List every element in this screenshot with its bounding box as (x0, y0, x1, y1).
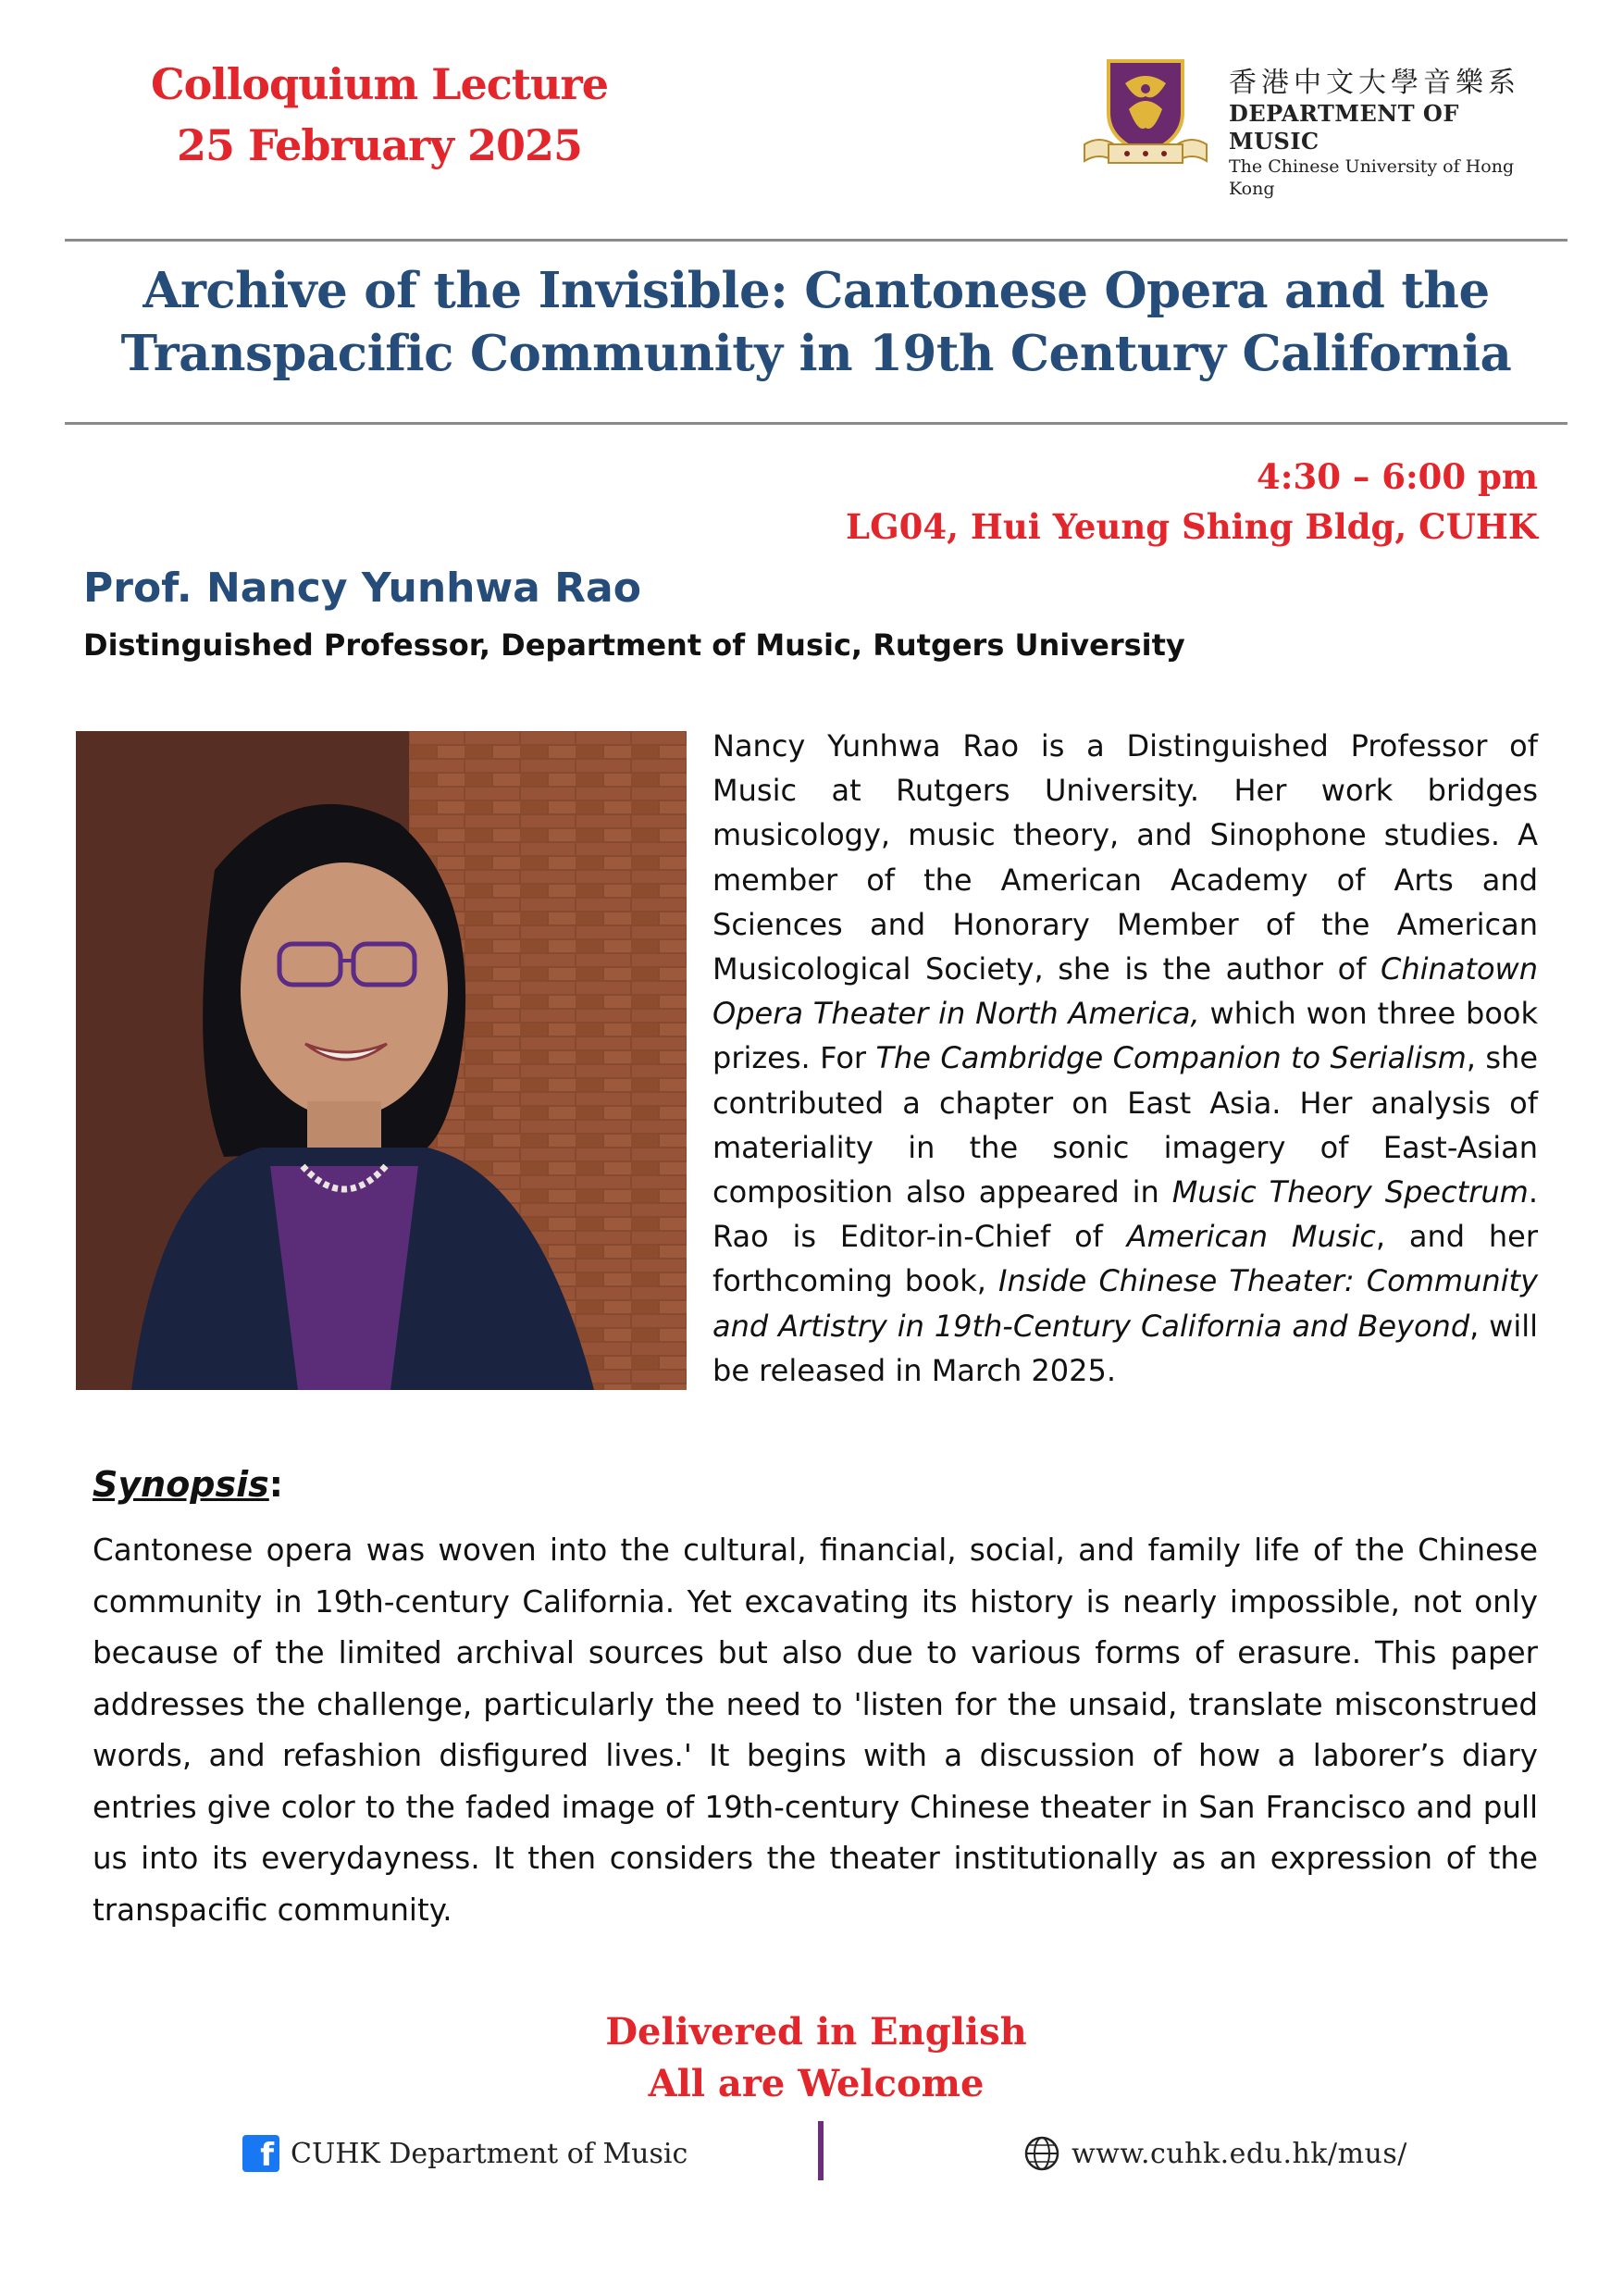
bio-text: which won three book prizes. For (712, 996, 1538, 1076)
event-type: Colloquium Lecture (151, 59, 608, 109)
bio-text: , she contributed a chapter on East Asia. Her analysis of materiality in the sonic imagery of East-Asian composition also appeared in (712, 1040, 1538, 1210)
synopsis-heading (93, 1464, 283, 1505)
globe-icon (1023, 2135, 1060, 2172)
language-note: Delivered in English (605, 2010, 1027, 2054)
welcome-note: All are Welcome (648, 2062, 985, 2105)
bio-book-title: Chinatown Opera Theater in North America, (712, 951, 1538, 1032)
synopsis-heading-text: Synopsis (93, 1464, 269, 1505)
bio-book-title: The Cambridge Companion to Serialism (875, 1040, 1467, 1076)
speaker-photo (76, 731, 687, 1390)
speaker-affiliation: Distinguished Professor, Department of Music, Rutgers University (83, 627, 1185, 663)
lecture-title (65, 259, 1567, 385)
footer-divider (818, 2121, 824, 2180)
top-divider (65, 239, 1567, 242)
synopsis-text: Cantonese opera was woven into the cultural, financial, social, and family life of the Chinese community in 19th-century California. Yet excavating its history is nearly impossible, not only because of the limited archival sources but also due to various forms of erasure. This paper addresses the challenge, particularly the need to 'listen for the unsaid, translate misconstrued words, and refashion disfigured lives.' It begins with a discussion of how a laborer’s diary entries give color to the faded image of 19th-century Chinese theater in San Francisco and pull us into its everydayness. It then considers the theater institutionally as an expression of the transpacific community. (93, 1533, 1538, 1928)
bio-book-title: Inside Chinese Theater: Community and Artistry in 19th-Century California and Beyond (712, 1263, 1538, 1344)
website-link[interactable] (1023, 2133, 1407, 2174)
event-date: 25 February 2025 (176, 120, 583, 170)
speaker-bio (712, 724, 1538, 1393)
lecture-title-line-2: Transpacific Community in 19th Century California (120, 325, 1512, 382)
event-header (120, 54, 638, 176)
bio-text: , will be released in March 2025. (712, 1308, 1538, 1388)
website-url: www.cuhk.edu.hk/mus/ (1072, 2137, 1407, 2170)
closing-notes (527, 2006, 1105, 2110)
bio-text: Nancy Yunhwa Rao is a Distinguished Professor of Music at Rutgers University. Her work bridges musicology, music theory, and Sinophone studies. A member of the American Academy of Arts and Sciences and Honorary Member of the American Musicological Society, she is the author of (712, 728, 1538, 987)
bio-journal-title: American Music (1126, 1219, 1376, 1255)
event-details (846, 452, 1538, 552)
bio-journal-title: Music Theory Spectrum (1171, 1174, 1529, 1210)
event-time: 4:30 – 6:00 pm (1257, 456, 1538, 497)
facebook-link[interactable] (242, 2133, 688, 2174)
department-logo (1081, 56, 1543, 199)
bio-text: . Rao is Editor-in-Chief of (712, 1174, 1538, 1255)
department-chinese-name: 香港中文大學音樂系 (1229, 67, 1520, 99)
department-name: DEPARTMENT OF MUSIC (1229, 100, 1459, 155)
bio-text: , and her forthcoming book, (712, 1219, 1539, 1299)
lecture-title-line-1: Archive of the Invisible: Cantonese Opera and the (142, 262, 1490, 319)
university-name: The Chinese University of Hong Kong (1229, 156, 1515, 199)
facebook-icon: f (242, 2135, 279, 2172)
synopsis-heading-colon: : (268, 1464, 283, 1505)
speaker-name: Prof. Nancy Yunhwa Rao (83, 565, 641, 612)
event-venue: LG04, Hui Yeung Shing Bldg, CUHK (846, 506, 1538, 547)
speaker-portrait-image (76, 731, 687, 1390)
facebook-label: CUHK Department of Music (291, 2137, 688, 2170)
title-divider (65, 422, 1567, 425)
cuhk-crest-icon (1081, 56, 1210, 165)
